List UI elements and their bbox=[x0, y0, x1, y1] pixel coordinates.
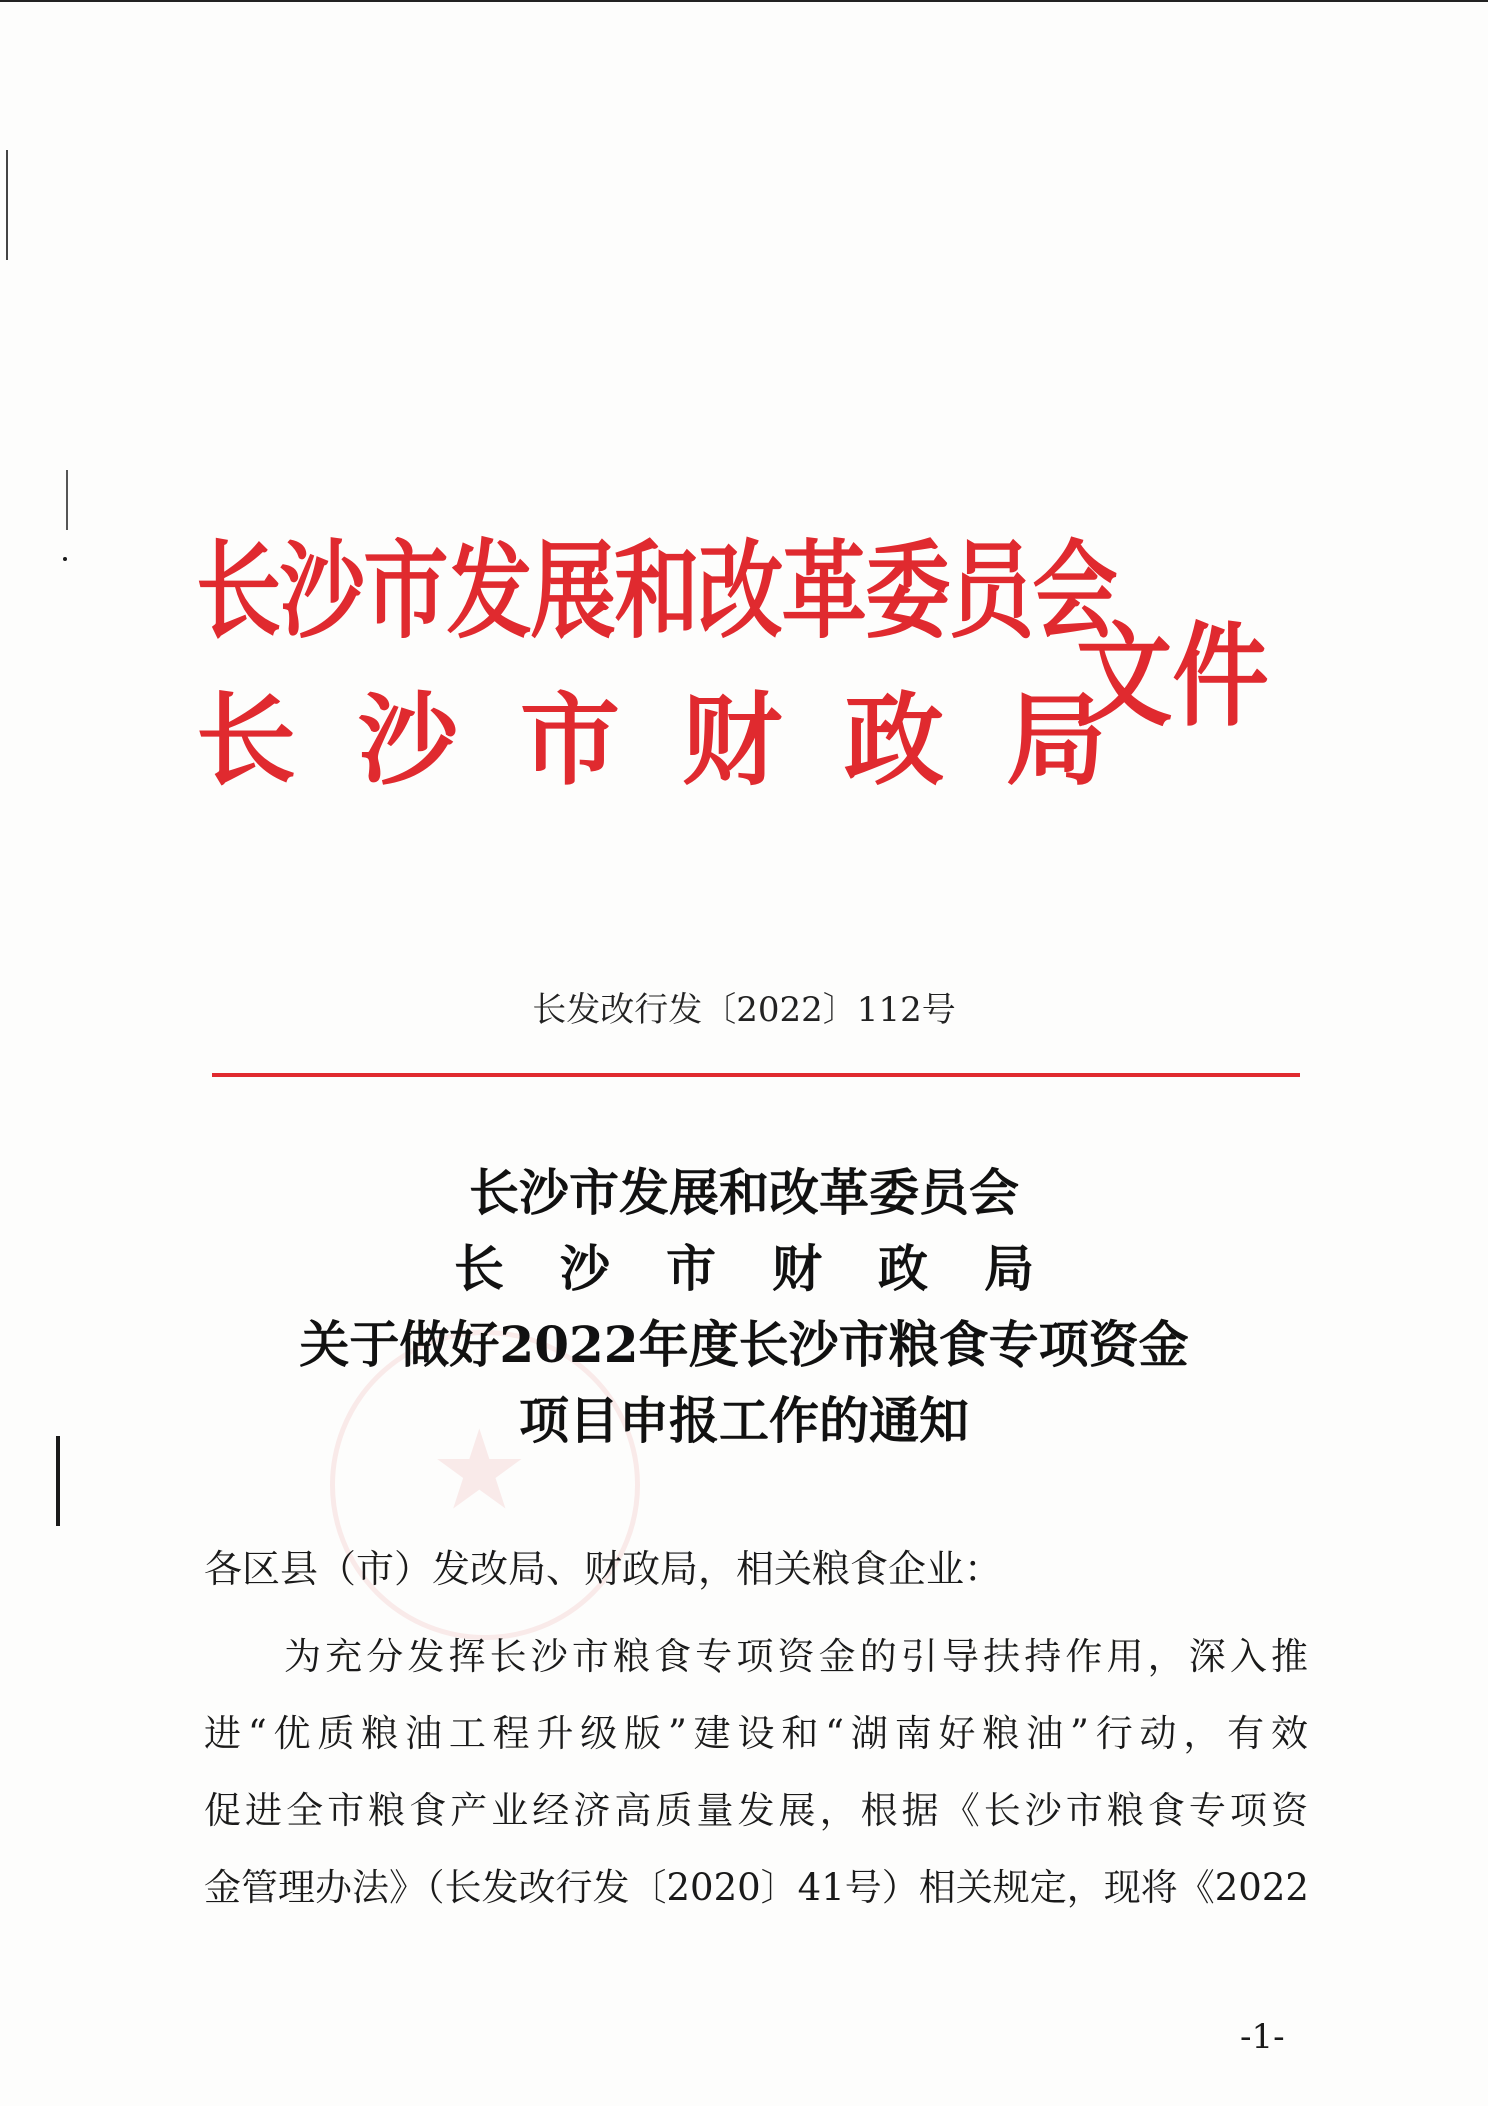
body-line: 金管理办法》（长发改行发〔2020〕41号）相关规定，现将《2022 bbox=[204, 1866, 1309, 1909]
masthead-org-line1: 长沙市发展和改革委员会 bbox=[196, 528, 1117, 654]
scan-artifact bbox=[66, 470, 68, 530]
title-line-4: 项目申报工作的通知 bbox=[519, 1391, 969, 1450]
masthead-suffix: 文件 bbox=[1076, 611, 1269, 742]
document-masthead bbox=[196, 520, 1269, 820]
salutation: 各区县（市）发改局、财政局，相关粮食企业： bbox=[204, 1547, 1003, 1591]
scan-artifact bbox=[6, 150, 8, 260]
title-line-3: 关于做好2022年度长沙市粮食专项资金 bbox=[299, 1315, 1189, 1374]
scan-edge bbox=[0, 0, 1488, 2]
body-line: 进“优质粮油工程升级版”建设和“湖南好粮油”行动，有效 bbox=[204, 1712, 1308, 1755]
page-number: -1- bbox=[1240, 2017, 1285, 2057]
document-title bbox=[0, 1155, 1488, 1459]
title-line-1: 长沙市发展和改革委员会 bbox=[469, 1163, 1019, 1222]
masthead-org-line2: 长沙市财政局 bbox=[196, 681, 1168, 799]
document-number: 长发改行发〔2022〕112号 bbox=[532, 990, 956, 1030]
body-line: 促进全市粮食产业经济高质量发展，根据《长沙市粮食专项资 bbox=[204, 1789, 1308, 1832]
red-divider bbox=[212, 1073, 1300, 1077]
body-line: 为充分发挥长沙市粮食专项资金的引导扶持作用，深入推 bbox=[284, 1635, 1308, 1678]
title-line-2: 长沙市财政局 bbox=[454, 1239, 1090, 1298]
scan-artifact bbox=[63, 557, 67, 561]
body-paragraph bbox=[204, 1618, 1308, 1926]
